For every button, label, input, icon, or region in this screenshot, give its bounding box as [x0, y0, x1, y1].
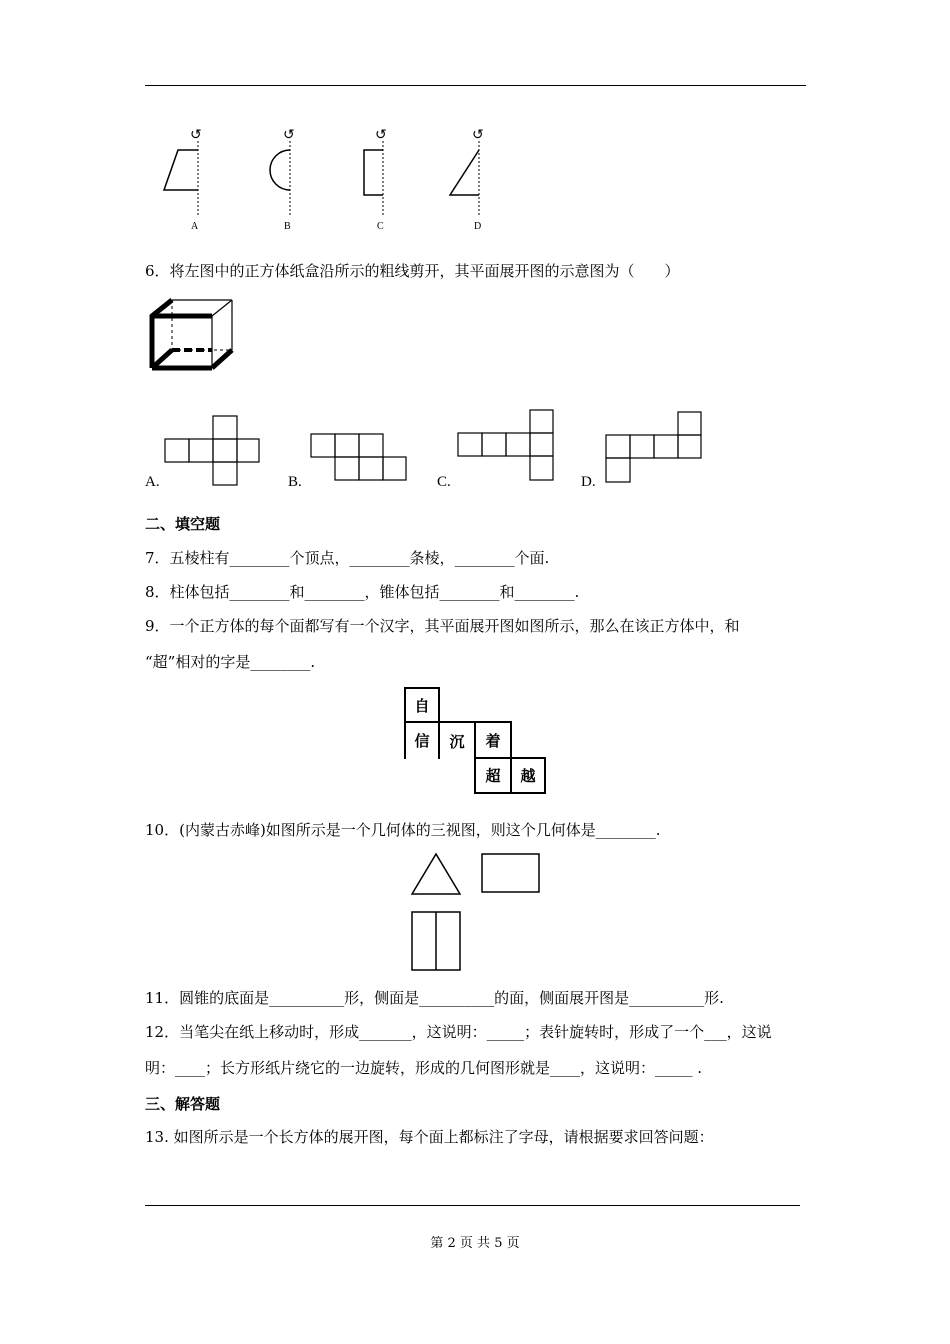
- figure-a: [164, 128, 202, 232]
- q11-text: 11．圆锥的底面是__________形，侧面是__________的面，侧面展开图是__________形.: [145, 989, 724, 1007]
- q12-line1: 12．当笔尖在纸上移动时，形成_______，这说明：_____；表针旋转时，形成了一个___，这说: [145, 1023, 772, 1041]
- q13-text: 13. 如图所示是一个长方体的展开图，每个面上都标注了字母，请根据要求回答问题：: [145, 1128, 714, 1146]
- net-cell: 超: [474, 757, 512, 794]
- page-footer: 第 2 页 共 5 页: [430, 1236, 520, 1251]
- q7-text: 7．五棱柱有________个顶点，________条棱，________个面.: [145, 549, 550, 567]
- cube-figure: [148, 294, 243, 376]
- net-cell: 沉: [438, 721, 476, 759]
- net-option-d: [605, 410, 703, 485]
- label-d: D: [474, 221, 482, 232]
- rotation-arrow-icon: ↺: [283, 128, 295, 143]
- q6-option-c: C.: [437, 474, 451, 490]
- q9-line2: “超”相对的字是________.: [145, 653, 316, 671]
- net-option-b: [310, 432, 408, 482]
- footer-rule: [145, 1205, 800, 1206]
- figure-b: [270, 128, 295, 232]
- rotation-arrow-icon: ↺: [472, 128, 484, 143]
- rotation-arrow-icon: ↺: [375, 128, 387, 143]
- rotation-arrow-icon: ↺: [190, 128, 202, 143]
- net-cell: 信: [404, 721, 440, 759]
- q6-option-a: A.: [145, 474, 160, 490]
- label-c: C: [377, 221, 384, 232]
- q6-option-d: D.: [581, 474, 596, 490]
- q6-text: 6．将左图中的正方体纸盒沿所示的粗线剪开，其平面展开图的示意图为（ ）: [145, 262, 680, 280]
- label-a: A: [191, 221, 199, 232]
- net-option-c: [457, 408, 555, 483]
- net-option-a: [164, 414, 260, 488]
- figure-d: [450, 128, 484, 232]
- figure-c: [364, 128, 387, 232]
- three-view-figure: [408, 850, 543, 975]
- q12-line2: 明：____；长方形纸片绕它的一边旋转，形成的几何图形就是____，这说明：_____ .: [145, 1059, 703, 1077]
- section-3-title: 三、解答题: [145, 1095, 221, 1113]
- net-cell: 自: [404, 687, 440, 723]
- net-cell: 越: [510, 757, 546, 794]
- q9-line1: 9．一个正方体的每个面都写有一个汉字，其平面展开图如图所示，那么在该正方体中，和: [145, 617, 740, 635]
- net-cell: 着: [474, 721, 512, 759]
- section-2-title: 二、填空题: [145, 515, 221, 533]
- q6-option-b: B.: [288, 474, 302, 490]
- rotation-figures: [150, 125, 510, 235]
- q10-text: 10．(内蒙古赤峰)如图所示是一个几何体的三视图，则这个几何体是________.: [145, 821, 661, 839]
- header-rule: [145, 85, 806, 86]
- q8-text: 8．柱体包括________和________，锥体包括________和________.: [145, 583, 580, 601]
- label-b: B: [284, 221, 291, 232]
